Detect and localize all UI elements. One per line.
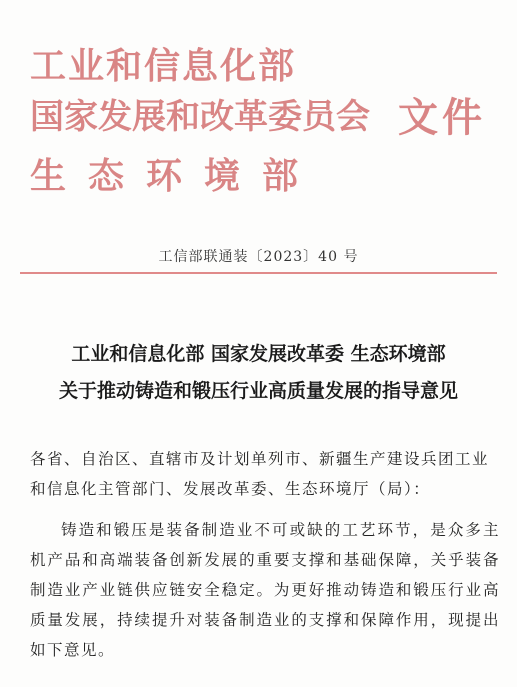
document-title-line2: 关于推动铸造和锻压行业高质量发展的指导意见 [58, 380, 458, 402]
document-title-line1: 工业和信息化部 国家发展改革委 生态环境部 [71, 343, 446, 365]
agency-ndrc: 国家发展和改革委员会 [30, 97, 370, 137]
document-type-label: 文件 [398, 94, 486, 141]
body-text: 铸造和锻压是装备制造业不可或缺的工艺环节，是众多主机产品和高端装备创新发展的重要支撑和基础保障，关乎装备制造业产业链供应链安全稳定。为更好推动铸造和锻压行业高质量发展，持续提升对装备制造业的支撑和保障作用，现提出如下意见。 [30, 521, 500, 659]
header-divider [20, 272, 497, 274]
body-paragraph [30, 515, 500, 665]
salutation-text: 各省、自治区、直辖市及计划单列市、新疆生产建设兵团工业和信息化主管部门、发展改革委、生态环境厅（局）： [30, 450, 490, 498]
salutation [30, 444, 500, 504]
document-number: 工信部联通装〔2023〕40 号 [158, 249, 359, 265]
agency-mee: 生态环境部 [30, 155, 321, 197]
agency-miit: 工业和信息化部 [30, 45, 297, 87]
document-header [0, 0, 517, 210]
